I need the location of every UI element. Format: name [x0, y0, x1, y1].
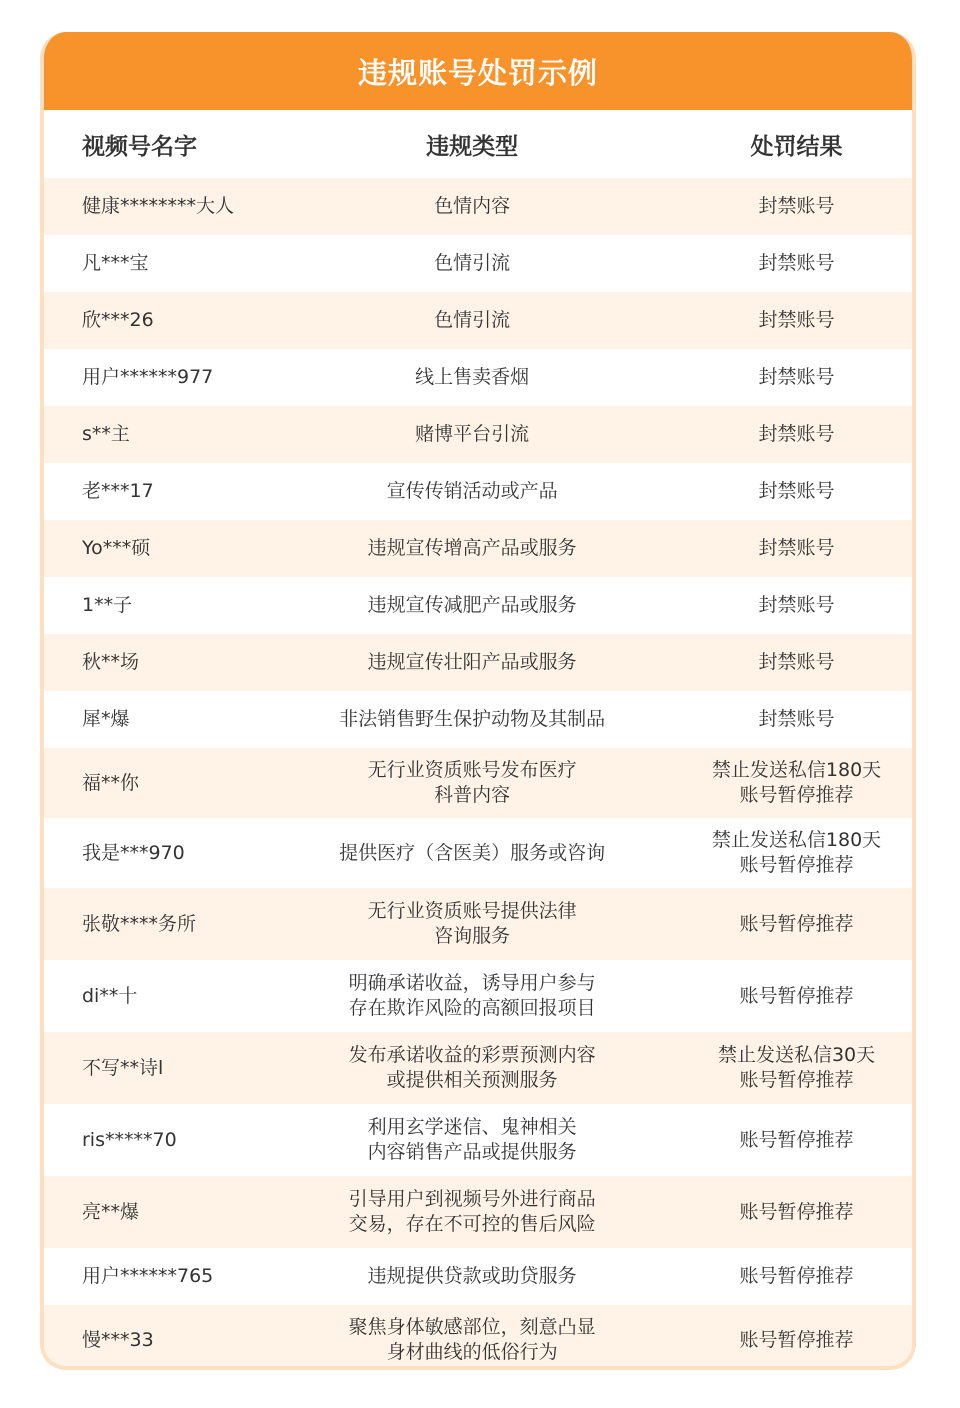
violation-type-line: 引导用户到视频号外进行商品: [348, 1188, 596, 1210]
violation-type-line: 发布承诺收益的彩票预测内容: [348, 1044, 596, 1066]
cell-account-name: 我是***970: [82, 841, 185, 864]
penalty-result-line: 封禁账号: [758, 195, 835, 217]
table-body: [44, 178, 912, 1370]
cell-violation-type: [263, 758, 681, 808]
cell-account-name: 老***17: [82, 480, 154, 502]
cell-account-name: s**主: [82, 423, 130, 445]
penalty-result-line: 封禁账号: [758, 537, 835, 559]
penalty-result-line: 账号暂停推荐: [739, 1328, 854, 1351]
cell-account-name: 犀*爆: [82, 708, 130, 730]
table-row: [44, 691, 912, 748]
penalty-result-line: 账号暂停推荐: [739, 984, 854, 1007]
cell-penalty-result: [681, 308, 912, 333]
cell-penalty-result: [681, 479, 912, 504]
cell-penalty-result: [681, 1128, 912, 1153]
violation-type-line: 色情引流: [434, 309, 511, 331]
penalty-result-line: 账号暂停推荐: [739, 1200, 854, 1223]
penalty-result-line: 封禁账号: [758, 651, 835, 673]
cell-account-name: 欣***26: [82, 309, 154, 331]
table-row: [44, 1248, 912, 1305]
table-row: [44, 463, 912, 520]
cell-account-name: 张敬****务所: [82, 912, 197, 935]
cell-account-name: 健康********大人: [82, 195, 235, 217]
cell-account-name: 1**子: [82, 594, 133, 616]
cell-penalty-result: [681, 536, 912, 561]
cell-violation-type: [263, 365, 681, 390]
cell-violation-type: [263, 593, 681, 618]
penalty-result-line: 账号暂停推荐: [739, 784, 854, 806]
table-row: [44, 1032, 912, 1104]
cell-violation-type: [263, 308, 681, 333]
table-title: 违规账号处罚示例: [44, 32, 912, 110]
table-row: [44, 349, 912, 406]
cell-penalty-result: [681, 593, 912, 618]
header-account-name: 视频号名字: [82, 133, 197, 160]
cell-penalty-result: [681, 758, 912, 808]
cell-violation-type: [263, 1043, 681, 1093]
penalty-result-line: 账号暂停推荐: [739, 854, 854, 876]
cell-penalty-result: [681, 1264, 912, 1289]
table-row: [44, 1305, 912, 1370]
cell-account-name: 用户******977: [82, 366, 214, 388]
cell-penalty-result: [681, 650, 912, 675]
cell-account-name: di**十: [82, 984, 138, 1007]
violation-type-line: 明确承诺收益，诱导用户参与: [348, 972, 596, 994]
cell-violation-type: [263, 479, 681, 504]
cell-account-name: 福**你: [82, 771, 140, 794]
cell-account-name: 亮**爆: [82, 1200, 140, 1223]
violation-type-line: 色情引流: [434, 252, 511, 274]
table-row: [44, 178, 912, 235]
violation-type-line: 咨询服务: [434, 925, 511, 947]
table-row: [44, 888, 912, 960]
penalty-result-line: 账号暂停推荐: [739, 1128, 854, 1151]
table-row: [44, 520, 912, 577]
penalty-result-line: 禁止发送私信180天: [711, 759, 882, 781]
penalty-result-line: 账号暂停推荐: [739, 912, 854, 935]
header-violation-type: 违规类型: [426, 133, 519, 160]
cell-violation-type: [263, 1115, 681, 1165]
cell-violation-type: [263, 1187, 681, 1237]
violation-type-line: 色情内容: [434, 195, 511, 217]
penalty-result-line: 封禁账号: [758, 366, 835, 388]
cell-account-name: 不写**诗l: [82, 1056, 164, 1079]
cell-account-name: 秋**场: [82, 651, 140, 673]
table-row: [44, 1104, 912, 1176]
cell-violation-type: [263, 650, 681, 675]
cell-violation-type: [263, 707, 681, 732]
cell-penalty-result: [681, 251, 912, 276]
violation-type-line: 违规宣传增高产品或服务: [367, 537, 577, 559]
cell-violation-type: [263, 971, 681, 1021]
cell-penalty-result: [681, 365, 912, 390]
cell-penalty-result: [681, 1328, 912, 1353]
table-row: [44, 960, 912, 1032]
violation-type-line: 存在欺诈风险的高额回报项目: [348, 997, 596, 1019]
cell-penalty-result: [681, 984, 912, 1009]
cell-penalty-result: [681, 422, 912, 447]
table-row: [44, 634, 912, 691]
cell-penalty-result: [681, 828, 912, 878]
violation-type-line: 利用玄学迷信、鬼神相关: [367, 1116, 577, 1138]
penalty-result-line: 封禁账号: [758, 309, 835, 331]
penalty-result-line: 封禁账号: [758, 423, 835, 445]
cell-violation-type: [263, 536, 681, 561]
violation-type-line: 线上售卖香烟: [415, 366, 530, 388]
violation-type-line: 交易，存在不可控的售后风险: [348, 1213, 596, 1235]
penalty-result-line: 禁止发送私信180天: [711, 829, 882, 851]
violation-type-line: 违规宣传减肥产品或服务: [367, 594, 577, 616]
violation-type-line: 违规宣传壮阳产品或服务: [367, 651, 577, 673]
penalty-result-line: 封禁账号: [758, 480, 835, 502]
violation-type-line: 违规提供贷款或助贷服务: [367, 1265, 577, 1287]
violation-type-line: 无行业资质账号发布医疗: [367, 759, 577, 781]
penalty-result-line: 封禁账号: [758, 594, 835, 616]
table-row: [44, 818, 912, 888]
penalty-result-line: 封禁账号: [758, 252, 835, 274]
table-header: [44, 110, 912, 178]
cell-penalty-result: [681, 707, 912, 732]
cell-violation-type: [263, 899, 681, 949]
violation-type-line: 科普内容: [434, 784, 511, 806]
table-row: [44, 748, 912, 818]
table-row: [44, 1176, 912, 1248]
table-row: [44, 292, 912, 349]
violation-type-line: 赌博平台引流: [415, 423, 530, 445]
cell-account-name: 用户******765: [82, 1265, 214, 1287]
penalty-result-line: 账号暂停推荐: [739, 1069, 854, 1091]
cell-penalty-result: [681, 1200, 912, 1225]
cell-account-name: 慢***33: [82, 1328, 154, 1351]
penalty-table-card: [40, 32, 916, 1370]
violation-type-line: 内容销售产品或提供服务: [367, 1141, 577, 1163]
penalty-result-line: 账号暂停推荐: [739, 1265, 854, 1287]
violation-type-line: 聚焦身体敏感部位，刻意凸显: [348, 1316, 596, 1338]
cell-violation-type: [263, 422, 681, 447]
penalty-result-line: 封禁账号: [758, 708, 835, 730]
table-row: [44, 406, 912, 463]
cell-account-name: ris*****70: [82, 1128, 177, 1151]
violation-type-line: 身材曲线的低俗行为: [386, 1341, 558, 1363]
cell-penalty-result: [681, 912, 912, 937]
header-penalty-result: 处罚结果: [750, 133, 843, 160]
cell-violation-type: [263, 1264, 681, 1289]
cell-account-name: 凡***宝: [82, 252, 149, 274]
violation-type-line: 宣传传销活动或产品: [386, 480, 558, 502]
violation-type-line: 无行业资质账号提供法律: [367, 900, 577, 922]
table-row: [44, 235, 912, 292]
cell-violation-type: [263, 251, 681, 276]
cell-violation-type: [263, 841, 681, 866]
cell-account-name: Yo***硕: [82, 537, 151, 559]
cell-penalty-result: [681, 1043, 912, 1093]
violation-type-line: 提供医疗（含医美）服务或咨询: [339, 841, 606, 864]
cell-violation-type: [263, 1315, 681, 1365]
violation-type-line: 非法销售野生保护动物及其制品: [339, 708, 606, 730]
table-row: [44, 577, 912, 634]
penalty-result-line: 禁止发送私信30天: [717, 1044, 876, 1066]
cell-violation-type: [263, 194, 681, 219]
cell-penalty-result: [681, 194, 912, 219]
violation-type-line: 或提供相关预测服务: [386, 1069, 558, 1091]
